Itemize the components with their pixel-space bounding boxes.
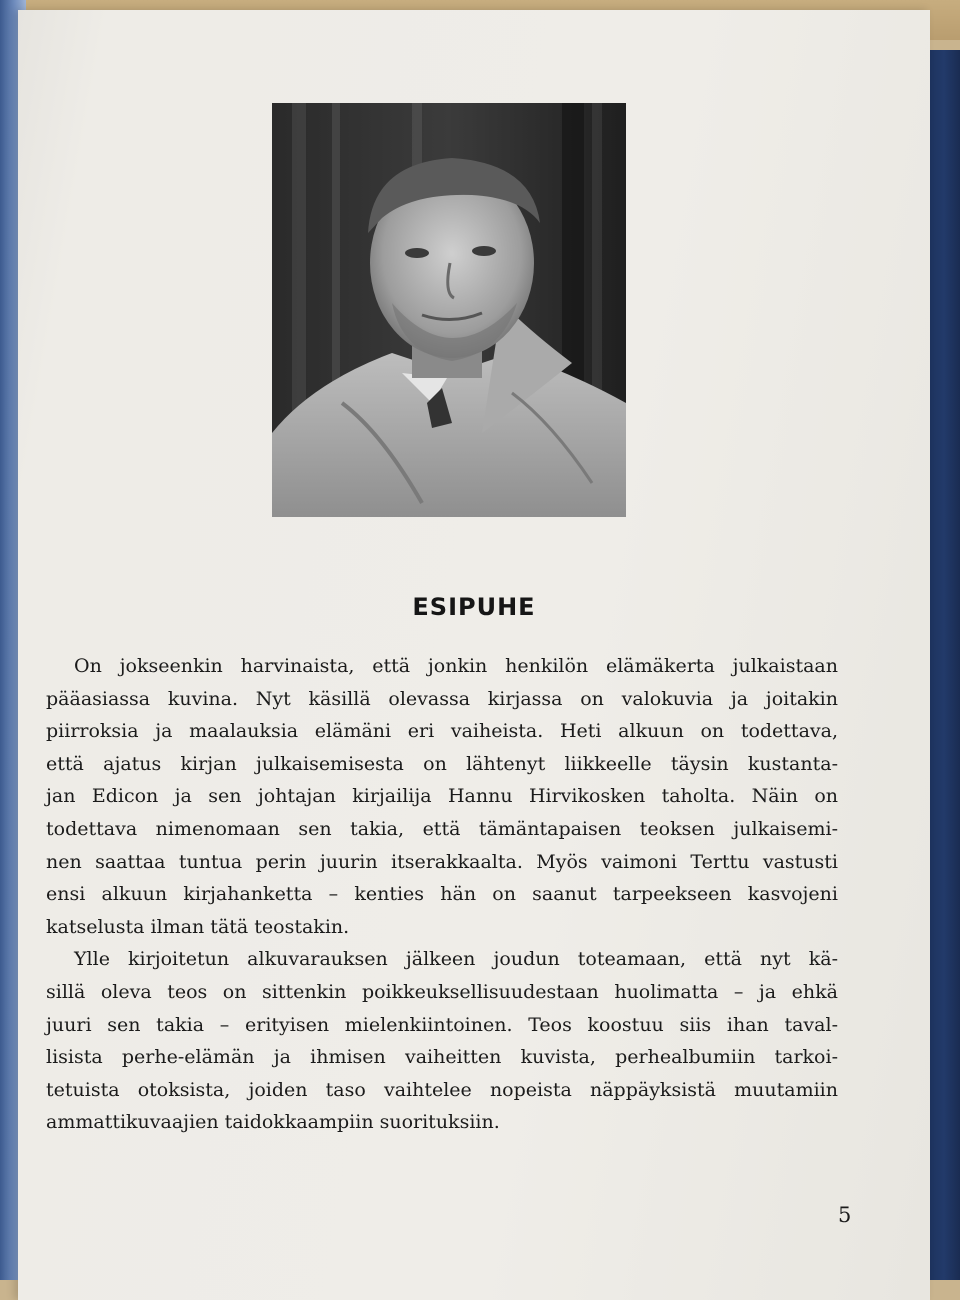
text-line: juuri sen takia – erityisen mielenkiintoinen. Teos koostuu siis ihan taval- xyxy=(46,1013,838,1036)
author-portrait-photo xyxy=(272,103,626,517)
text-line: On jokseenkin harvinaista, että jonkin henkilön elämäkerta julkaistaan xyxy=(74,655,838,677)
text-line: jan Edicon ja sen johtajan kirjailija Hannu Hirvikosken taholta. Näin on xyxy=(46,785,838,808)
paragraph-1 xyxy=(46,650,838,943)
text-line: pääasiassa kuvina. Nyt käsillä olevassa kirjassa on valokuvia ja joitakin xyxy=(46,687,838,710)
paragraph-2 xyxy=(46,943,838,1139)
text-line: ensi alkuun kirjahanketta – kenties hän on saanut tarpeekseen kasvojeni xyxy=(46,883,838,906)
text-line: todettava nimenomaan sen takia, että tämäntapaisen teoksen julkaisemi- xyxy=(46,817,838,840)
text-line: sillä oleva teos on sittenkin poikkeuksellisuudestaan huolimatta – ja ehkä xyxy=(46,980,838,1003)
preface-text xyxy=(46,650,838,1139)
text-line: lisista perhe-elämän ja ihmisen vaiheitten kuvista, perhealbumiin tarkoi- xyxy=(46,1046,838,1069)
book-page xyxy=(18,10,930,1300)
text-line: tetuista otoksista, joiden taso vaihtelee nopeista näppäyksistä muutamiin xyxy=(46,1078,838,1101)
text-line: nen saattaa tuntua perin juurin itserakkaalta. Myös vaimoni Terttu vastusti xyxy=(46,850,838,873)
text-line: ammattikuvaajien taidokkaampiin suorituksiin. xyxy=(46,1111,500,1134)
page-number: 5 xyxy=(838,1203,852,1227)
page-heading: ESIPUHE xyxy=(412,593,536,621)
text-line: piirroksia ja maalauksia elämäni eri vaiheista. Heti alkuun on todettava, xyxy=(46,720,838,743)
text-line: Ylle kirjoitetun alkuvarauksen jälkeen joudun toteamaan, että nyt kä- xyxy=(74,948,838,971)
text-line: katselusta ilman tätä teostakin. xyxy=(46,915,350,938)
text-line: että ajatus kirjan julkaisemisesta on lähtenyt liikkeelle täysin kustanta- xyxy=(46,752,838,775)
